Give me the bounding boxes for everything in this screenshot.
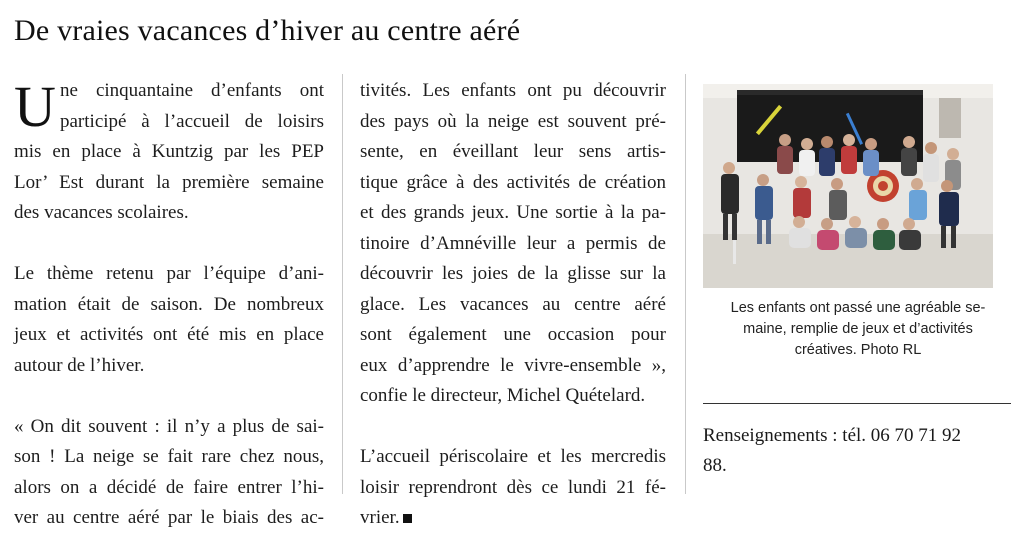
text-line: tique grâce à des activités de création [360, 171, 666, 193]
text-line: des pays où la neige est souvent pré- [360, 110, 666, 132]
article-photo [703, 84, 993, 288]
text-line: autour de l’hiver. [14, 354, 145, 376]
text-line: mis en place à Kuntzig par les PEP [14, 141, 324, 162]
info-line: 88. [703, 455, 727, 476]
text-line: eux d’apprendre le vivre-ensemble », [360, 354, 666, 376]
article-column-1 [14, 76, 324, 534]
text-line: ver au centre aéré par le biais des ac- [14, 507, 324, 528]
text-line: découvrir les joies de la glisse sur la [360, 263, 666, 284]
text-line-last: vrier. [360, 507, 400, 528]
text-line: sente, en éveillant leur sens artis- [360, 141, 666, 162]
text-line: glace. Les vacances au centre aéré [360, 293, 666, 315]
column-divider [342, 74, 343, 494]
text-line: ne cinquantaine d’enfants ont [60, 80, 324, 101]
column-divider [685, 74, 686, 494]
children-group-photo [703, 84, 993, 288]
text-line: L’accueil périscolaire et les mercredis [360, 446, 666, 467]
text-line: tivités. Les enfants ont pu découvrir [360, 80, 666, 101]
text-line: alors on a décidé de faire entrer l’hi- [14, 476, 324, 498]
text-line: participé à l’accueil de loisirs [60, 110, 324, 132]
end-of-article-square-icon [403, 514, 412, 523]
article-headline: De vraies vacances d’hiver au centre aéré [14, 14, 521, 47]
text-line [360, 503, 666, 534]
text-line: son ! La neige se fait rare chez nous, [14, 446, 324, 467]
info-line: Renseignements : tél. 06 70 71 92 [703, 425, 962, 446]
text-line: loisir reprendront dès ce lundi 21 fé- [360, 476, 666, 498]
text-line: Le thème retenu par l’équipe d’ani- [14, 263, 324, 284]
text-line: des vacances scolaires. [14, 202, 189, 223]
text-line: Lor’ Est durant la première semaine [14, 171, 324, 193]
drop-cap: U [14, 74, 56, 139]
text-line: et des grands jeux. Une sortie à la pa- [360, 202, 666, 223]
photo-caption [703, 298, 1013, 361]
text-line: sont également une occasion pour [360, 324, 666, 345]
text-line: confie le directeur, Michel Quételard. [360, 385, 646, 406]
article-column-2 [360, 76, 666, 534]
info-separator [703, 403, 1011, 404]
text-line: tinoire d’Amnéville leur a permis de [360, 232, 666, 254]
caption-line: maine, remplie de jeux et d’activités [743, 321, 973, 337]
caption-line: créatives. Photo RL [794, 342, 922, 358]
text-line: jeux et activités ont été mis en place [14, 324, 324, 345]
text-line: « On dit souvent : il n’y a plus de sai- [14, 415, 324, 437]
caption-line: Les enfants ont passé une agréable se- [730, 300, 986, 316]
text-line: mation était de saison. De nombreux [14, 293, 324, 315]
info-box [703, 421, 1013, 481]
